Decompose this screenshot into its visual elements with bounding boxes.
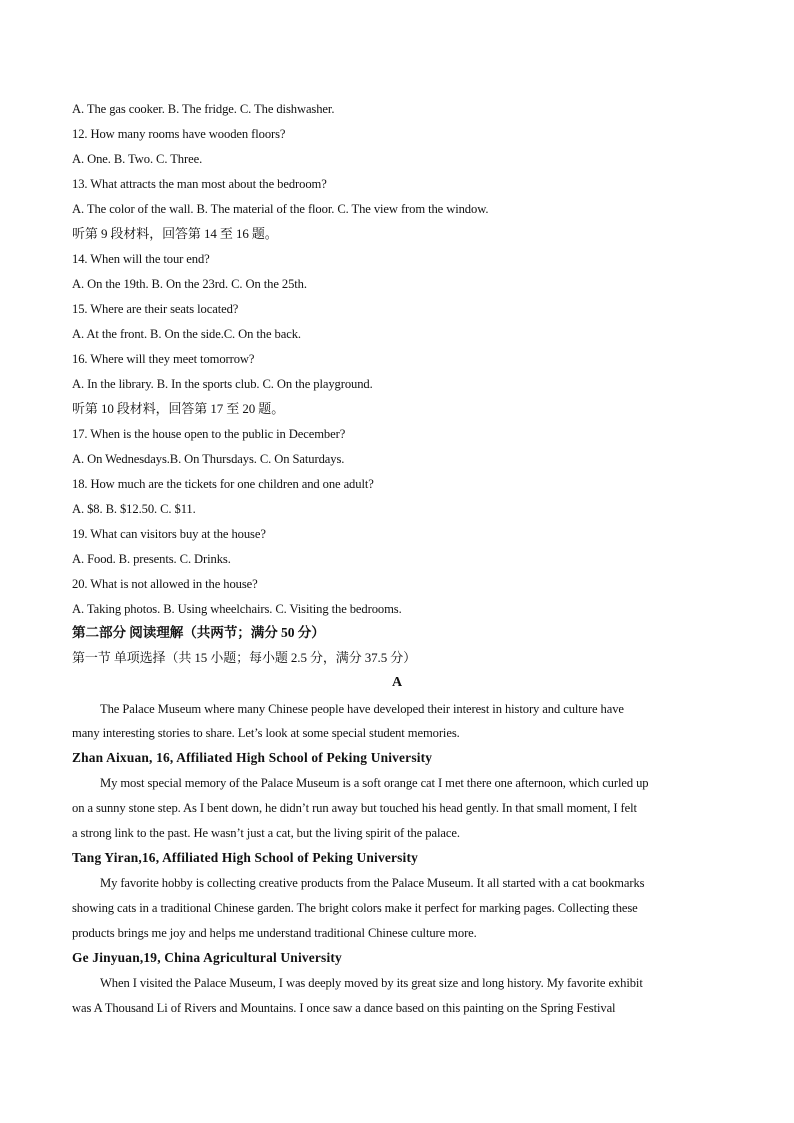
student-1-line-2: on a sunny stone step. As I bent down, he didn’t run away but touched his head gently. In that small moment, I felt [72,801,637,815]
student-1-heading: Zhan Aixuan, 16, Affiliated High School of Peking University [72,750,433,765]
student-1-line-1: My most special memory of the Palace Museum is a soft orange cat I met there one afternoon, which curled up [100,776,649,790]
q14-question: 14. When will the tour end? [72,252,210,266]
q11-options: A. The gas cooker. B. The fridge. C. The dishwasher. [72,102,335,116]
q16-question: 16. Where will they meet tomorrow? [72,352,255,366]
section-9-instruction: 听第 9 段材料，回答第 14 至 16 题。 [72,226,278,241]
q16-options: A. In the library. B. In the sports club. C. On the playground. [72,377,373,391]
q18-options: A. $8. B. $12.50. C. $11. [72,502,196,516]
section-10-instruction: 听第 10 段材料，回答第 17 至 20 题。 [72,401,285,416]
student-3-line-2: was A Thousand Li of Rivers and Mountains. I once saw a dance based on this painting on the Spring Festival [72,1001,616,1015]
q15-options: A. At the front. B. On the side.C. On the back. [72,327,301,341]
student-2-line-3: products brings me joy and helps me understand traditional Chinese culture more. [72,926,477,940]
student-3-heading: Ge Jinyuan,19, China Agricultural University [72,950,342,965]
q19-question: 19. What can visitors buy at the house? [72,527,266,541]
section-one-heading: 第一节 单项选择（共 15 小题；每小题 2.5 分，满分 37.5 分） [72,650,417,665]
student-2-heading: Tang Yiran,16, Affiliated High School of Peking University [72,850,419,865]
passage-intro-line-2: many interesting stories to share. Let’s look at some special student memories. [72,726,460,740]
passage-a-title: A [391,675,402,690]
q17-question: 17. When is the house open to the public in December? [72,427,346,441]
student-2-line-1: My favorite hobby is collecting creative products from the Palace Museum. It all started with a cat bookmarks [100,876,645,890]
q13-options: A. The color of the wall. B. The material of the floor. C. The view from the window. [72,202,489,216]
q17-options: A. On Wednesdays.B. On Thursdays. C. On Saturdays. [72,452,345,466]
q13-question: 13. What attracts the man most about the bedroom? [72,177,327,191]
q12-question: 12. How many rooms have wooden floors? [72,127,286,141]
part-two-heading: 第二部分 阅读理解（共两节；满分 50 分） [72,625,325,640]
student-1-line-3: a strong link to the past. He wasn’t just a cat, but the living spirit of the palace. [72,826,460,840]
q20-options: A. Taking photos. B. Using wheelchairs. C. Visiting the bedrooms. [72,602,402,616]
q18-question: 18. How much are the tickets for one children and one adult? [72,477,374,491]
passage-intro-line-1: The Palace Museum where many Chinese people have developed their interest in history and culture have [100,702,624,716]
q20-question: 20. What is not allowed in the house? [72,577,258,591]
q15-question: 15. Where are their seats located? [72,302,239,316]
q14-options: A. On the 19th. B. On the 23rd. C. On the 25th. [72,277,307,291]
q19-options: A. Food. B. presents. C. Drinks. [72,552,231,566]
q12-options: A. One. B. Two. C. Three. [72,152,203,166]
student-3-line-1: When I visited the Palace Museum, I was deeply moved by its great size and long history. My favorite exhibit [100,976,643,990]
student-2-line-2: showing cats in a traditional Chinese garden. The bright colors make it perfect for marking pages. Collecting these [72,901,638,915]
